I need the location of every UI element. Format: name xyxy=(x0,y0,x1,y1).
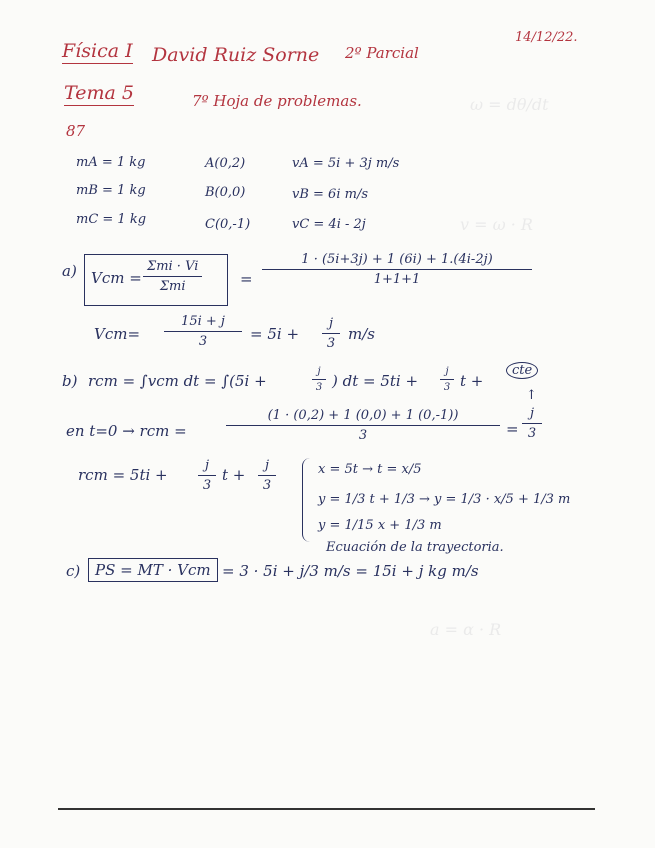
given-velocity-b: vB = 6i m/s xyxy=(292,187,368,202)
part-a-label: a) xyxy=(62,262,77,280)
page-bottom-rule xyxy=(58,808,595,810)
exam-label: 2º Parcial xyxy=(345,44,419,62)
given-mass-c: mC = 1 kg xyxy=(76,212,147,227)
bleed-through-text: ω = dθ/dt xyxy=(470,95,549,114)
system-brace xyxy=(302,458,315,542)
system-equation-y: y = 1/3 t + 1/3 → y = 1/3 · x/5 + 1/3 m xyxy=(318,492,571,507)
momentum-formula-box: PS = MT · Vcm xyxy=(88,558,218,582)
rcm-position-fraction-1: $\frac{j}{3}$ xyxy=(198,458,216,493)
part-b-label: b) xyxy=(62,372,78,390)
trajectory-caption: Ecuación de la trayectoria. xyxy=(326,540,504,555)
given-position-c: C(0,-1) xyxy=(205,217,251,232)
rcm-position-mid: t + xyxy=(222,466,246,484)
given-mass-b: mB = 1 kg xyxy=(76,183,146,198)
subject-heading: Física I xyxy=(62,40,133,62)
given-mass-a: mA = 1 kg xyxy=(76,155,146,170)
rcm-integral-fraction-2: $\frac{j}{3}$ xyxy=(440,366,454,393)
initial-position-fraction: $\frac{(1 \cdot (0,2) + 1 (0,0) + 1 (0,-1))}{3}$ xyxy=(226,408,500,443)
bleed-through-text: a = α · R xyxy=(430,620,502,639)
system-equation-x: x = 5t → t = x/5 xyxy=(318,462,422,477)
rcm-integral-fraction: $\frac{j}{3}$ xyxy=(312,366,326,393)
author-name: David Ruiz Sorne xyxy=(152,44,320,66)
vcm-formula-fraction: Σmi · Vi Σmi xyxy=(143,259,202,294)
vcm-result-rhs: = 5i + xyxy=(250,325,300,343)
topic-title: Tema 5 xyxy=(64,82,134,104)
trajectory-equation: y = 1/15 x + 1/3 m xyxy=(318,518,442,533)
problem-number: 87 xyxy=(66,122,86,140)
initial-position-equals: = xyxy=(506,420,519,438)
equals-sign: = xyxy=(240,270,253,288)
vcm-result-fraction: $\frac{15i + j}{3}$ xyxy=(164,314,242,349)
rcm-position-lhs: rcm = 5ti + xyxy=(78,466,168,484)
bleed-through-text: v = ω · R xyxy=(460,215,533,234)
initial-condition-lhs: en t=0 → rcm = xyxy=(66,422,187,440)
vcm-result-j-fraction: $\frac{j}{3}$ xyxy=(322,316,340,351)
initial-position-result: $\frac{j}{3}$ xyxy=(522,406,542,441)
given-velocity-a: vA = 5i + 3j m/s xyxy=(292,156,400,171)
given-velocity-c: vC = 4i - 2j xyxy=(292,217,366,232)
rcm-integral-lhs: rcm = ∫vcm dt = ∫(5i + xyxy=(88,372,267,390)
vcm-result-lhs: Vcm= xyxy=(94,325,141,343)
exam-date: 14/12/22. xyxy=(515,30,578,45)
topic-subtitle: 7º Hoja de problemas. xyxy=(192,92,362,110)
vcm-formula-box: Vcm = Σmi · Vi Σmi xyxy=(84,254,228,306)
vcm-substitution: $\frac{1 \cdot (5i+3j) + 1 (6i) + 1.(4i-2j)}{1+1+1}$ xyxy=(262,252,532,287)
integration-constant: cte xyxy=(506,362,538,379)
given-position-b: B(0,0) xyxy=(205,185,246,200)
given-position-a: A(0,2) xyxy=(205,156,246,171)
rcm-position-fraction-2: $\frac{j}{3}$ xyxy=(258,458,276,493)
rcm-integral-mid: ) dt = 5ti + xyxy=(332,372,419,390)
rcm-integral-rhs: t + xyxy=(460,372,484,390)
vector-arrow-mark: ↑ xyxy=(526,388,537,403)
momentum-result: = 3 · 5i + j/3 m/s = 15i + j kg m/s xyxy=(222,562,479,580)
vcm-result-unit: m/s xyxy=(348,325,375,343)
part-c-label: c) xyxy=(66,562,81,580)
